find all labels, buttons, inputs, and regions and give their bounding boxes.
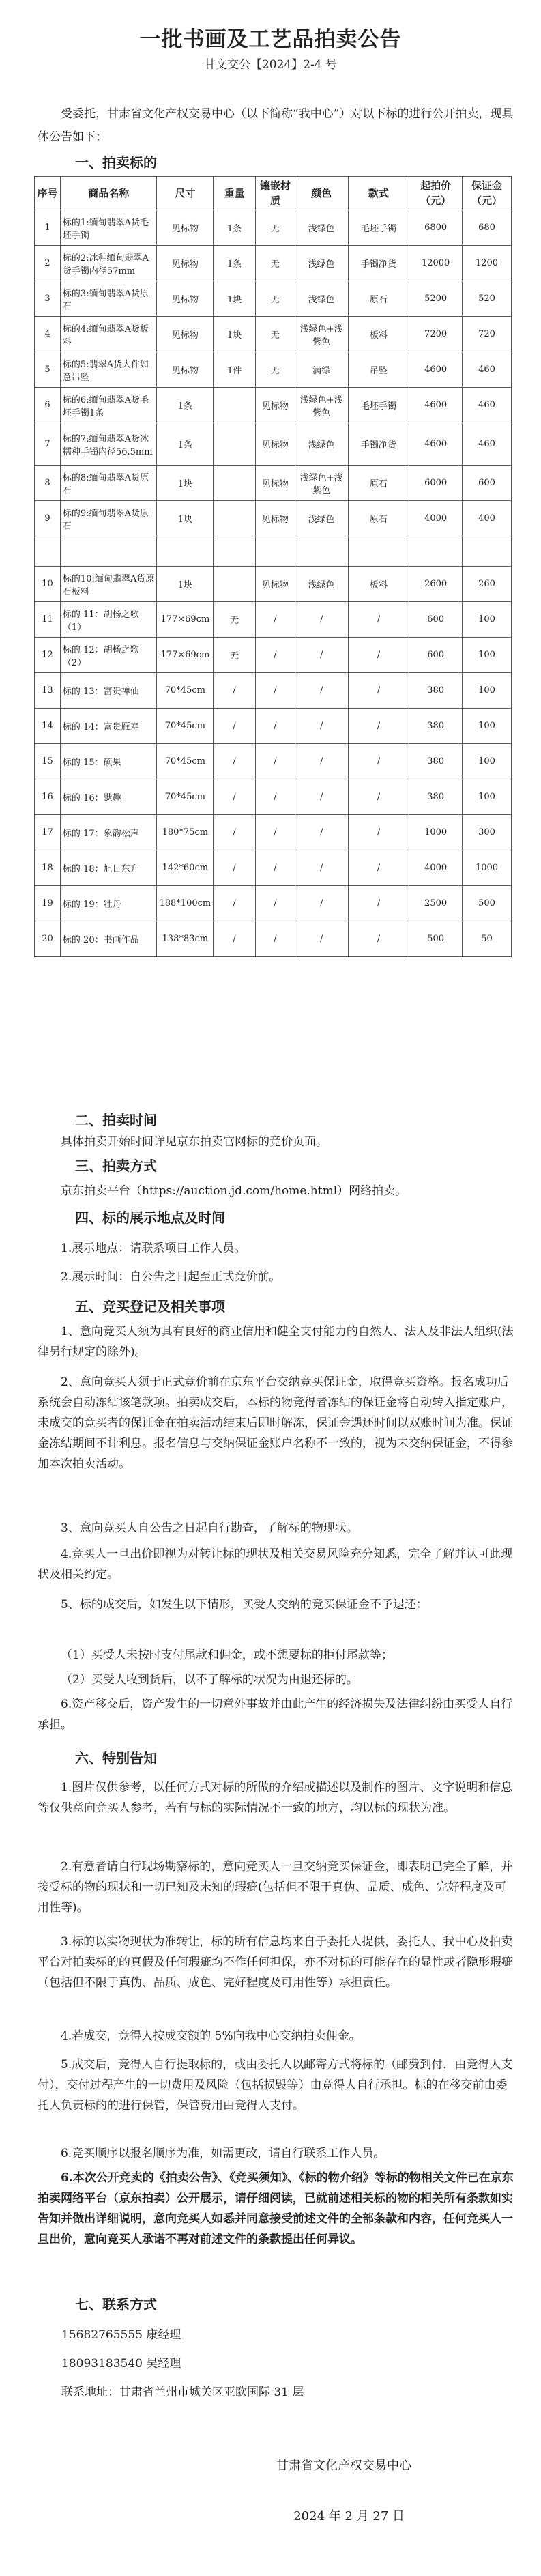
table-row — [35, 602, 512, 638]
table-row — [35, 388, 512, 423]
table-cell: 1条 — [214, 246, 256, 281]
table-cell: 见标物 — [256, 388, 295, 423]
table-cell: 380 — [409, 673, 463, 709]
table-cell: 浅绿色 — [295, 281, 348, 317]
section-heading-notice: 六、特别告知 — [75, 1750, 157, 1766]
table-cell: 2 — [35, 246, 61, 281]
table-cell: 720 — [463, 317, 512, 352]
table-row — [35, 850, 512, 886]
registration-item-5b: （2）买受人收到货后，以不了解标的状况为由退还标的。 — [61, 1673, 358, 1687]
registration-item-5: 5、标的成交后，如发生以下情形，买受人交纳的竞买保证金不予退还： — [61, 1598, 428, 1612]
table-row — [35, 673, 512, 709]
table-row — [35, 352, 512, 388]
table-cell: 8 — [35, 466, 61, 501]
table-cell: 1块 — [214, 317, 256, 352]
table-cell: 浅绿色 — [295, 567, 348, 602]
table-row — [35, 281, 512, 317]
table-cell: 380 — [409, 779, 463, 815]
contact-phone-2: 18093183540 吴经理 — [61, 2357, 181, 2371]
table-cell: 见标物 — [256, 567, 295, 602]
table-cell: 浅绿色 — [295, 210, 348, 246]
table-cell: / — [295, 602, 348, 638]
table-cell: / — [214, 815, 256, 850]
table-cell: / — [214, 673, 256, 709]
table-cell: 142*60cm — [157, 850, 214, 886]
display-location: 1.展示地点：请联系项目工作人员。 — [61, 1242, 246, 1255]
table-cell: 460 — [463, 352, 512, 388]
table-cell: 见标物 — [256, 423, 295, 466]
table-cell: 2600 — [409, 567, 463, 602]
header-cell: 颜色 — [295, 177, 348, 210]
table-cell: 满绿 — [295, 352, 348, 388]
table-cell: / — [348, 709, 409, 744]
table-cell: 标的5:翡翠A货大件如意吊坠 — [60, 352, 157, 388]
table-cell: 无 — [256, 352, 295, 388]
auction-time-text: 具体拍卖开始时间详见京东拍卖官网标的竞价页面。 — [61, 1135, 327, 1149]
table-cell: 1 — [35, 210, 61, 246]
table-cell: / — [295, 709, 348, 744]
table-cell: 100 — [463, 673, 512, 709]
table-cell: 标的1:缅甸翡翠A货毛坯手镯 — [60, 210, 157, 246]
table-cell — [214, 567, 256, 602]
table-cell: 19 — [35, 886, 61, 921]
table-row — [35, 709, 512, 744]
table-cell — [256, 536, 295, 567]
table-cell: 手镯净货 — [348, 246, 409, 281]
section-heading-time: 二、拍卖时间 — [75, 1112, 157, 1128]
table-cell: / — [295, 921, 348, 957]
table-cell — [60, 536, 157, 567]
table-cell: / — [256, 921, 295, 957]
table-cell: 2500 — [409, 886, 463, 921]
table-cell: 10 — [35, 567, 61, 602]
table-cell: 20 — [35, 921, 61, 957]
header-cell: 起拍价（元） — [409, 177, 463, 210]
registration-item-1: 1、意向竞买人须为具有良好的商业信用和健全支付能力的自然人、法人及非法人组织(法律另行规定的除外)。 — [38, 1325, 514, 1359]
table-cell: / — [256, 638, 295, 673]
table-cell: 680 — [463, 210, 512, 246]
table-cell: 4000 — [409, 850, 463, 886]
table-cell: 100 — [463, 744, 512, 779]
table-cell: 180*75cm — [157, 815, 214, 850]
signature-date: 2024 年 2 月 27 日 — [293, 2509, 405, 2523]
table-row — [35, 317, 512, 352]
notice-item-4: 4.若成交，竞得人按成交额的 5%向我中心交纳拍卖佣金。 — [61, 2029, 361, 2043]
contact-phone-1: 15682765555 康经理 — [61, 2328, 181, 2342]
table-cell: 标的9:缅甸翡翠A货原石 — [60, 501, 157, 536]
table-cell: 4600 — [409, 388, 463, 423]
table-cell — [214, 388, 256, 423]
table-cell: / — [295, 779, 348, 815]
table-cell: / — [348, 602, 409, 638]
table-cell: 4 — [35, 317, 61, 352]
table-cell: 标的 14：富贵雁寿 — [60, 709, 157, 744]
table-cell: 7 — [35, 423, 61, 466]
section-heading-registration: 五、竞买登记及相关事项 — [75, 1298, 225, 1315]
table-cell — [409, 536, 463, 567]
section-heading-display: 四、标的展示地点及时间 — [75, 1210, 225, 1226]
table-cell: 标的 17：象韵松声 — [60, 815, 157, 850]
table-cell: 1条 — [157, 388, 214, 423]
table-cell: 毛坯手镯 — [348, 210, 409, 246]
table-cell: 无 — [256, 281, 295, 317]
table-cell: / — [214, 886, 256, 921]
table-cell: / — [348, 921, 409, 957]
table-cell — [214, 466, 256, 501]
document-number: 甘文交公【2024】2-4 号 — [203, 58, 338, 72]
table-cell: 无 — [256, 210, 295, 246]
table-cell: 70*45cm — [157, 744, 214, 779]
table-row — [35, 921, 512, 957]
table-cell: 标的 12：胡杨之歌（2） — [60, 638, 157, 673]
table-cell: 4600 — [409, 423, 463, 466]
table-cell: 138*83cm — [157, 921, 214, 957]
table-cell: 标的 15：硕果 — [60, 744, 157, 779]
table-cell: 无 — [256, 246, 295, 281]
table-cell: 4000 — [409, 501, 463, 536]
table-cell: 100 — [463, 638, 512, 673]
table-row — [35, 246, 512, 281]
notice-item-1: 1.图片仅供参考，以任何方式对标的所做的介绍或描述以及制作的图片、文字说明和信息等仅供意向竞买人参考，若有与标的实际情况不一致的地方，均以标的现状为准。 — [38, 1781, 513, 1815]
table-cell: 标的 13：富贵禅仙 — [60, 673, 157, 709]
table-cell: 9 — [35, 501, 61, 536]
table-cell: 177×69cm — [157, 602, 214, 638]
table-cell: / — [348, 779, 409, 815]
table-cell: / — [348, 744, 409, 779]
table-cell: 标的10:缅甸翡翠A货原石板料 — [60, 567, 157, 602]
table-cell: 380 — [409, 709, 463, 744]
notice-item-2: 2.有意者请自行现场勘察标的，意向竞买人一旦交纳竞买保证金，即表明已完全了解，并接受标的物的现状和一切已知及未知的瑕疵(包括但不限于真伪、品质、成色、完好程度及可用性等)。 — [38, 1860, 513, 1915]
table-cell: 1件 — [214, 352, 256, 388]
table-cell: / — [295, 638, 348, 673]
table-cell: 17 — [35, 815, 61, 850]
table-cell: 标的 20：书画作品 — [60, 921, 157, 957]
registration-item-4: 4.竞买人一旦出价即视为对转让标的现状及相关交易风险充分知悉，完全了解并认可此现状及相关约定。 — [38, 1547, 513, 1582]
table-cell: 600 — [409, 602, 463, 638]
table-cell — [214, 423, 256, 466]
table-row — [35, 638, 512, 673]
table-cell — [35, 536, 61, 567]
table-cell: 520 — [463, 281, 512, 317]
registration-item-3: 3、意向竞买人自公告之日起自行勘查，了解标的物现状。 — [61, 1521, 358, 1535]
table-cell: 浅绿色+浅紫色 — [295, 388, 348, 423]
table-cell — [295, 536, 348, 567]
table-cell: 70*45cm — [157, 709, 214, 744]
table-cell: 原石 — [348, 281, 409, 317]
table-cell: 标的 19：牡丹 — [60, 886, 157, 921]
table-cell: 100 — [463, 709, 512, 744]
table-cell: / — [348, 638, 409, 673]
table-cell: / — [295, 744, 348, 779]
table-cell: 11 — [35, 602, 61, 638]
table-cell: 标的8:缅甸翡翠A货原石 — [60, 466, 157, 501]
table-cell: / — [348, 886, 409, 921]
table-cell: 浅绿色 — [295, 501, 348, 536]
table-cell: / — [256, 602, 295, 638]
table-cell: / — [348, 850, 409, 886]
section-heading-contact: 七、联系方式 — [75, 2296, 157, 2313]
table-cell: 177×69cm — [157, 638, 214, 673]
table-cell: 6 — [35, 388, 61, 423]
display-time: 2.展示时间：自公告之日起至正式竞价前。 — [61, 1270, 281, 1284]
table-cell: 4600 — [409, 352, 463, 388]
table-row — [35, 779, 512, 815]
header-cell: 商品名称 — [60, 177, 157, 210]
notice-item-6: 6.竞买顺序以报名顺序为准，如需更改，请自行联系工作人员。 — [61, 2147, 385, 2160]
page-title: 一批书画及工艺品拍卖公告 — [139, 27, 402, 52]
table-cell: 见标物 — [256, 466, 295, 501]
table-cell: 吊坠 — [348, 352, 409, 388]
table-cell: 600 — [463, 466, 512, 501]
table-cell — [214, 536, 256, 567]
section-heading-lots: 一、拍卖标的 — [75, 154, 157, 171]
table-cell: 5200 — [409, 281, 463, 317]
table-cell: 600 — [409, 638, 463, 673]
table-cell — [157, 536, 214, 567]
notice-item-7: 6.本次公开竞卖的《拍卖公告》、《竞买须知》、《标的物介绍》等标的物相关文件已在京东拍卖网络平台（京东拍卖）公开展示，请仔细阅读，已就前述相关标的物的相关所有条款如实告知并做出详细说明，意向竞买人如悉并同意接受前述文件的全部条款和内容，任何竞买人一旦出价，意向竞买人承诺不再对前述文件的条款提出任何异议。 — [38, 2171, 514, 2246]
table-spacer-row — [35, 536, 512, 567]
table-cell: 13 — [35, 673, 61, 709]
table-cell: / — [295, 850, 348, 886]
table-cell: 100 — [463, 602, 512, 638]
table-cell: 188*100cm — [157, 886, 214, 921]
table-row — [35, 210, 512, 246]
table-cell: 浅绿色+浅紫色 — [295, 466, 348, 501]
table-cell: 6800 — [409, 210, 463, 246]
table-cell: 260 — [463, 567, 512, 602]
table-cell: 460 — [463, 423, 512, 466]
table-cell: 400 — [463, 501, 512, 536]
table-cell: 500 — [463, 886, 512, 921]
table-cell: 1000 — [409, 815, 463, 850]
intro-paragraph: 受委托，甘肃省文化产权交易中心（以下简称“我中心”）对以下标的进行公开拍卖，现具体公告如下： — [38, 107, 514, 144]
table-cell: 见标物 — [157, 317, 214, 352]
header-cell: 序号 — [35, 177, 61, 210]
table-cell: 1块 — [157, 501, 214, 536]
table-cell: 标的 11：胡杨之歌（1） — [60, 602, 157, 638]
header-cell: 镶嵌材质 — [256, 177, 295, 210]
table-cell: 标的3:缅甸翡翠A货原石 — [60, 281, 157, 317]
table-cell: 100 — [463, 779, 512, 815]
table-cell: 毛坯手镯 — [348, 388, 409, 423]
table-cell: 见标物 — [157, 246, 214, 281]
table-cell: 见标物 — [157, 281, 214, 317]
table-cell: 18 — [35, 850, 61, 886]
header-cell: 尺寸 — [157, 177, 214, 210]
table-cell: 16 — [35, 779, 61, 815]
header-cell: 款式 — [348, 177, 409, 210]
table-cell: 见标物 — [157, 210, 214, 246]
table-cell — [214, 501, 256, 536]
table-cell: 1000 — [463, 850, 512, 886]
table-cell: / — [214, 850, 256, 886]
table-cell: / — [256, 673, 295, 709]
table-cell: 标的 16：默趣 — [60, 779, 157, 815]
table-cell: 380 — [409, 744, 463, 779]
table-cell: 浅绿色+浅紫色 — [295, 317, 348, 352]
table-cell: / — [256, 850, 295, 886]
table-cell — [348, 536, 409, 567]
table-cell: 无 — [214, 638, 256, 673]
table-cell: 50 — [463, 921, 512, 957]
table-cell: 见标物 — [157, 352, 214, 388]
table-cell: 手镯净货 — [348, 423, 409, 466]
table-cell: 原石 — [348, 501, 409, 536]
table-cell: / — [256, 886, 295, 921]
header-cell: 保证金（元） — [463, 177, 512, 210]
lots-table — [34, 176, 512, 957]
table-cell: 1条 — [214, 210, 256, 246]
table-cell: / — [295, 886, 348, 921]
table-cell: 1块 — [157, 466, 214, 501]
table-cell: 12000 — [409, 246, 463, 281]
table-cell: 无 — [214, 602, 256, 638]
table-cell: 板料 — [348, 317, 409, 352]
table-cell: 标的6:缅甸翡翠A货毛坯手镯1条 — [60, 388, 157, 423]
table-cell: 3 — [35, 281, 61, 317]
table-cell: / — [348, 815, 409, 850]
table-cell: 70*45cm — [157, 779, 214, 815]
table-cell: 标的4:缅甸翡翠A货板料 — [60, 317, 157, 352]
table-cell: / — [256, 779, 295, 815]
table-cell: 500 — [409, 921, 463, 957]
notice-item-5: 5.成交后，竞得人自行提取标的，或由委托人以邮寄方式将标的（邮费到付，由竞得人支付），交付过程产生的一切费用及风险（包括损毁等）由竞得人自行承担。标的在移交前由委托人负责标的的进行保管，保管费用由竞得人支付。 — [38, 2058, 513, 2113]
table-cell: 1200 — [463, 246, 512, 281]
table-cell: 1块 — [214, 281, 256, 317]
table-cell: 15 — [35, 744, 61, 779]
table-cell: 板料 — [348, 567, 409, 602]
table-cell: 原石 — [348, 466, 409, 501]
table-cell: 6000 — [409, 466, 463, 501]
table-cell: 300 — [463, 815, 512, 850]
header-cell: 重量 — [214, 177, 256, 210]
table-cell: 浅绿色 — [295, 423, 348, 466]
table-row — [35, 744, 512, 779]
table-cell: 7200 — [409, 317, 463, 352]
table-row — [35, 423, 512, 466]
registration-item-6: 6.资产移交后，资产发生的一切意外事故并由此产生的经济损失及法律纠纷由买受人自行承担。 — [38, 1698, 513, 1732]
table-row — [35, 886, 512, 921]
table-cell: 标的7:缅甸翡翠A货冰糯种手镯内径56.5mm — [60, 423, 157, 466]
auction-method-text: 京东拍卖平台（https://auction.jd.com/home.html）网络拍卖。 — [61, 1184, 407, 1198]
table-cell: 标的 18：旭日东升 — [60, 850, 157, 886]
table-cell: 14 — [35, 709, 61, 744]
table-cell: 标的2:冰种缅甸翡翠A货手镯内径57mm — [60, 246, 157, 281]
table-cell: 见标物 — [256, 501, 295, 536]
table-header-row — [35, 177, 512, 210]
table-cell: 5 — [35, 352, 61, 388]
signature-organization: 甘肃省文化产权交易中心 — [276, 2459, 411, 2473]
table-row — [35, 567, 512, 602]
table-cell: 1块 — [157, 567, 214, 602]
table-cell: 70*45cm — [157, 673, 214, 709]
table-cell: / — [256, 709, 295, 744]
table-cell: / — [214, 709, 256, 744]
table-cell: 1条 — [157, 423, 214, 466]
table-cell: / — [256, 744, 295, 779]
table-cell: 无 — [256, 317, 295, 352]
table-cell: / — [214, 744, 256, 779]
table-cell — [463, 536, 512, 567]
table-cell: 12 — [35, 638, 61, 673]
table-cell: / — [214, 779, 256, 815]
table-cell: 460 — [463, 388, 512, 423]
table-row — [35, 466, 512, 501]
contact-address: 联系地址：甘肃省兰州市城关区亚欧国际 31 层 — [61, 2386, 304, 2399]
table-cell: / — [256, 815, 295, 850]
section-heading-method: 三、拍卖方式 — [75, 1158, 157, 1174]
table-cell: / — [295, 815, 348, 850]
registration-item-5a: （1）买受人未按时支付尾款和佣金，或不想要标的拒付尾款等； — [61, 1648, 393, 1662]
table-cell: 浅绿色 — [295, 246, 348, 281]
notice-item-3: 3.标的以实物现状为准转让，标的所有信息均来自于委托人提供，委托人、我中心及拍卖平台对拍卖标的的真假及任何瑕疵均不作任何担保，亦不对标的可能存在的显性或者隐形瑕疵（包括但不限于真伪、品质、成色、完好程度及可用性等）承担责任。 — [38, 1935, 513, 1990]
table-cell: / — [295, 673, 348, 709]
registration-item-2: 2、意向竞买人须于正式竞价前在京东平台交纳竞买保证金，取得竞买资格。报名成功后系统会自动冻结该笔款项。拍卖成交后，本标的物竞得者冻结的保证金将自动转入指定账户，未成交的竞买者的保证金在拍卖活动结束后即时解冻，保证金遇还时间以双账时间为准。保证金冻结期间不计利息。报名信息与交纳保证金账户名称不一致的，视为未交纳保证金，不得参加本次拍卖活动。 — [38, 1375, 513, 1471]
table-cell: / — [214, 921, 256, 957]
table-row — [35, 815, 512, 850]
table-row — [35, 501, 512, 536]
table-cell: / — [348, 673, 409, 709]
